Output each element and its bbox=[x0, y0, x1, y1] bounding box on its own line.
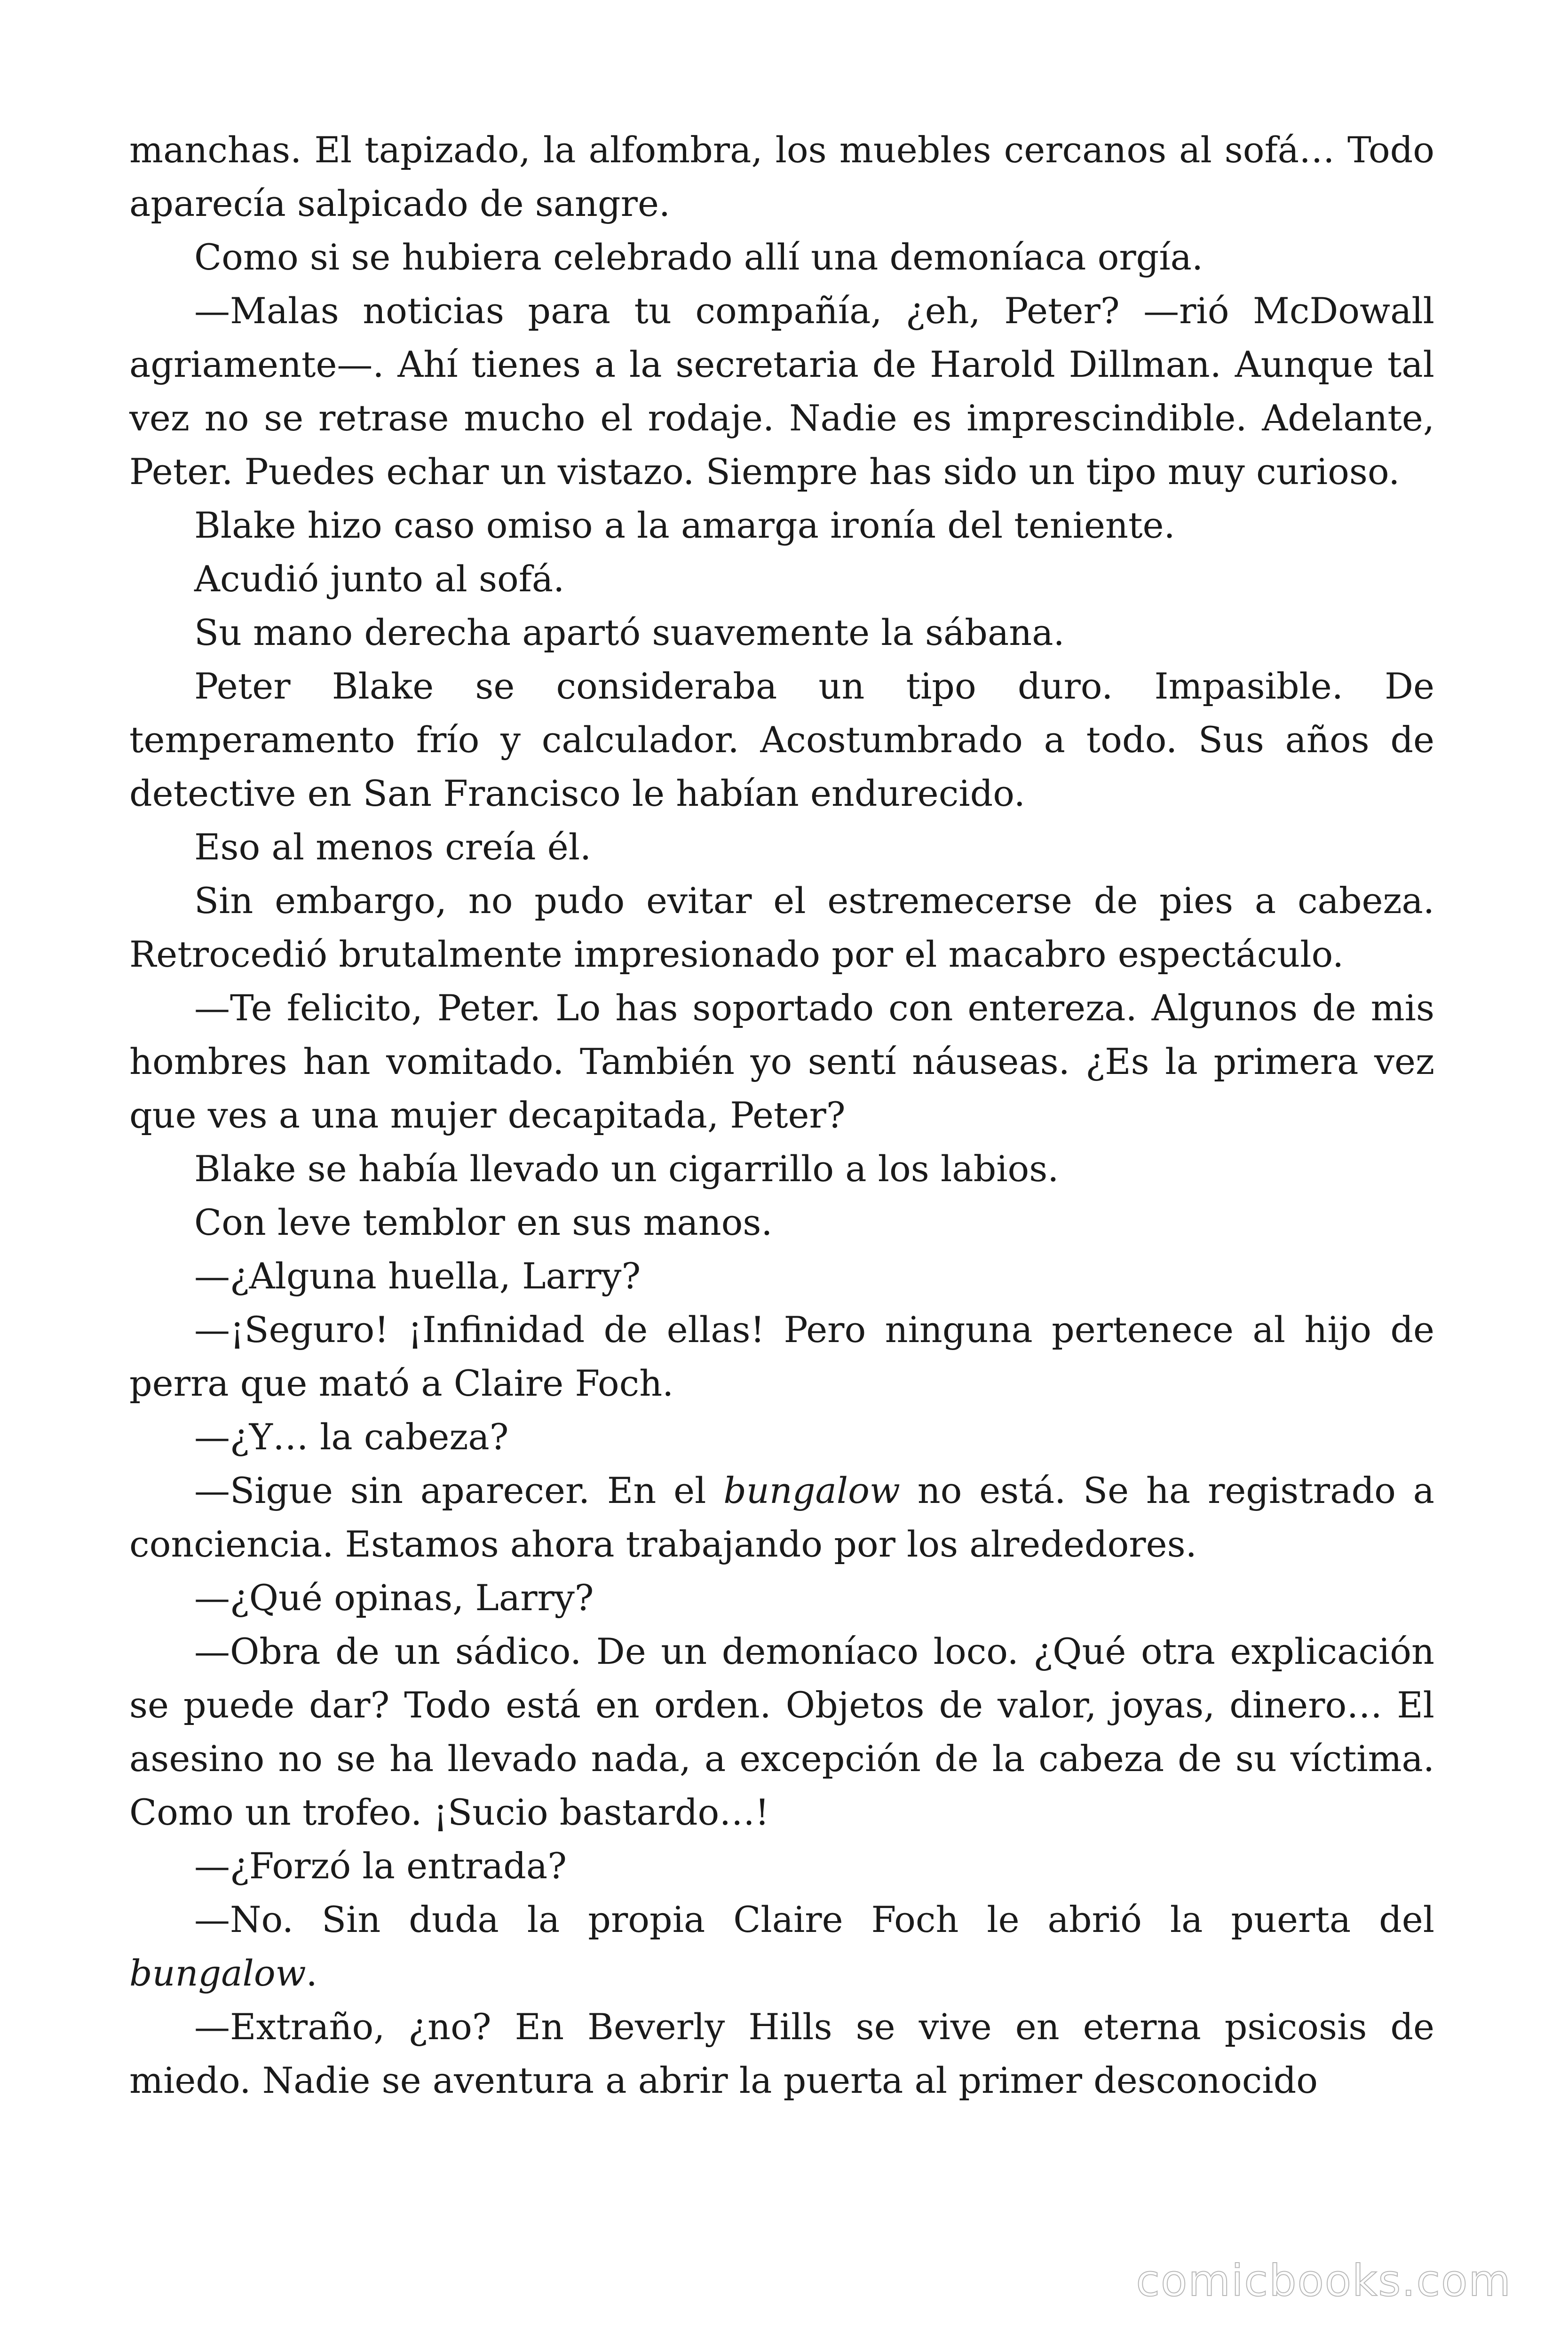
text-run: —Sigue sin aparecer. En el bbox=[194, 1470, 724, 1511]
paragraph: Acudió junto al sofá. bbox=[194, 558, 565, 600]
paragraph: Eso al menos creía él. bbox=[194, 826, 592, 868]
text-run: no está. Se ha registrado a conciencia. Estamos ahora trabajando por los alrededores. bbox=[129, 1470, 1434, 1565]
paragraph: Como si se hubiera celebrado allí una demoníaca orgía. bbox=[194, 236, 1204, 278]
paragraph: —Te felicito, Peter. Lo has soportado con entereza. Algunos de mis hombres han vomitado. También yo sentí náuseas. ¿Es la primera vez que ves a una mujer decapitada, Peter? bbox=[129, 987, 1434, 1136]
body-text bbox=[129, 123, 1434, 2107]
paragraph: Sin embargo, no pudo evitar el estremecerse de pies a cabeza. Retrocedió brutalmente impresionado por el macabro espectáculo. bbox=[129, 880, 1434, 975]
paragraph: manchas. El tapizado, la alfombra, los muebles cercanos al sofá… Todo aparecía salpicado de sangre. bbox=[129, 129, 1434, 224]
watermark: comicbooks.com bbox=[1136, 2256, 1512, 2306]
paragraph: Su mano derecha apartó suavemente la sábana. bbox=[194, 612, 1065, 653]
paragraph bbox=[129, 1893, 1434, 2000]
paragraph: —¡Seguro! ¡Infinidad de ellas! Pero ninguna pertenece al hijo de perra que mató a Claire Foch. bbox=[129, 1309, 1434, 1404]
text-run: . bbox=[306, 1952, 317, 1994]
paragraph: —Obra de un sádico. De un demoníaco loco. ¿Qué otra explicación se puede dar? Todo está en orden. Objetos de valor, joyas, dinero… El asesino no se ha llevado nada, a excepción de la cabeza de su víctima. Como un trofeo. ¡Sucio bastardo…! bbox=[129, 1630, 1434, 1833]
paragraph: Blake se había llevado un cigarrillo a los labios. bbox=[194, 1148, 1059, 1190]
italic-text: bungalow bbox=[723, 1470, 900, 1511]
paragraph: —Malas noticias para tu compañía, ¿eh, Peter? —rió McDowall agriamente—. Ahí tienes a la secretaria de Harold Dillman. Aunque tal vez no se retrase mucho el rodaje. Nadie es imprescindible. Adelante, Peter. Puedes echar un vistazo. Siempre has sido un tipo muy curioso. bbox=[129, 290, 1434, 493]
italic-text: bungalow bbox=[129, 1952, 306, 1994]
text-run: —No. Sin duda la propia Claire Foch le abrió la puerta del bbox=[194, 1899, 1434, 1940]
paragraph: Con leve temblor en sus manos. bbox=[194, 1201, 773, 1243]
paragraph: —¿Alguna huella, Larry? bbox=[194, 1255, 641, 1297]
paragraph: —¿Forzó la entrada? bbox=[194, 1845, 567, 1887]
paragraph: —¿Y… la cabeza? bbox=[194, 1416, 509, 1458]
paragraph: —¿Qué opinas, Larry? bbox=[194, 1577, 594, 1619]
paragraph: Peter Blake se consideraba un tipo duro. Impasible. De temperamento frío y calculador. Acostumbrado a todo. Sus años de detective en San Francisco le habían endurecido. bbox=[129, 665, 1434, 814]
paragraph: —Extraño, ¿no? En Beverly Hills se vive en eterna psicosis de miedo. Nadie se aventura a abrir la puerta al primer desconocido bbox=[129, 2006, 1434, 2101]
paragraph: Blake hizo caso omiso a la amarga ironía del teniente. bbox=[194, 504, 1175, 546]
paragraph bbox=[129, 1464, 1434, 1571]
